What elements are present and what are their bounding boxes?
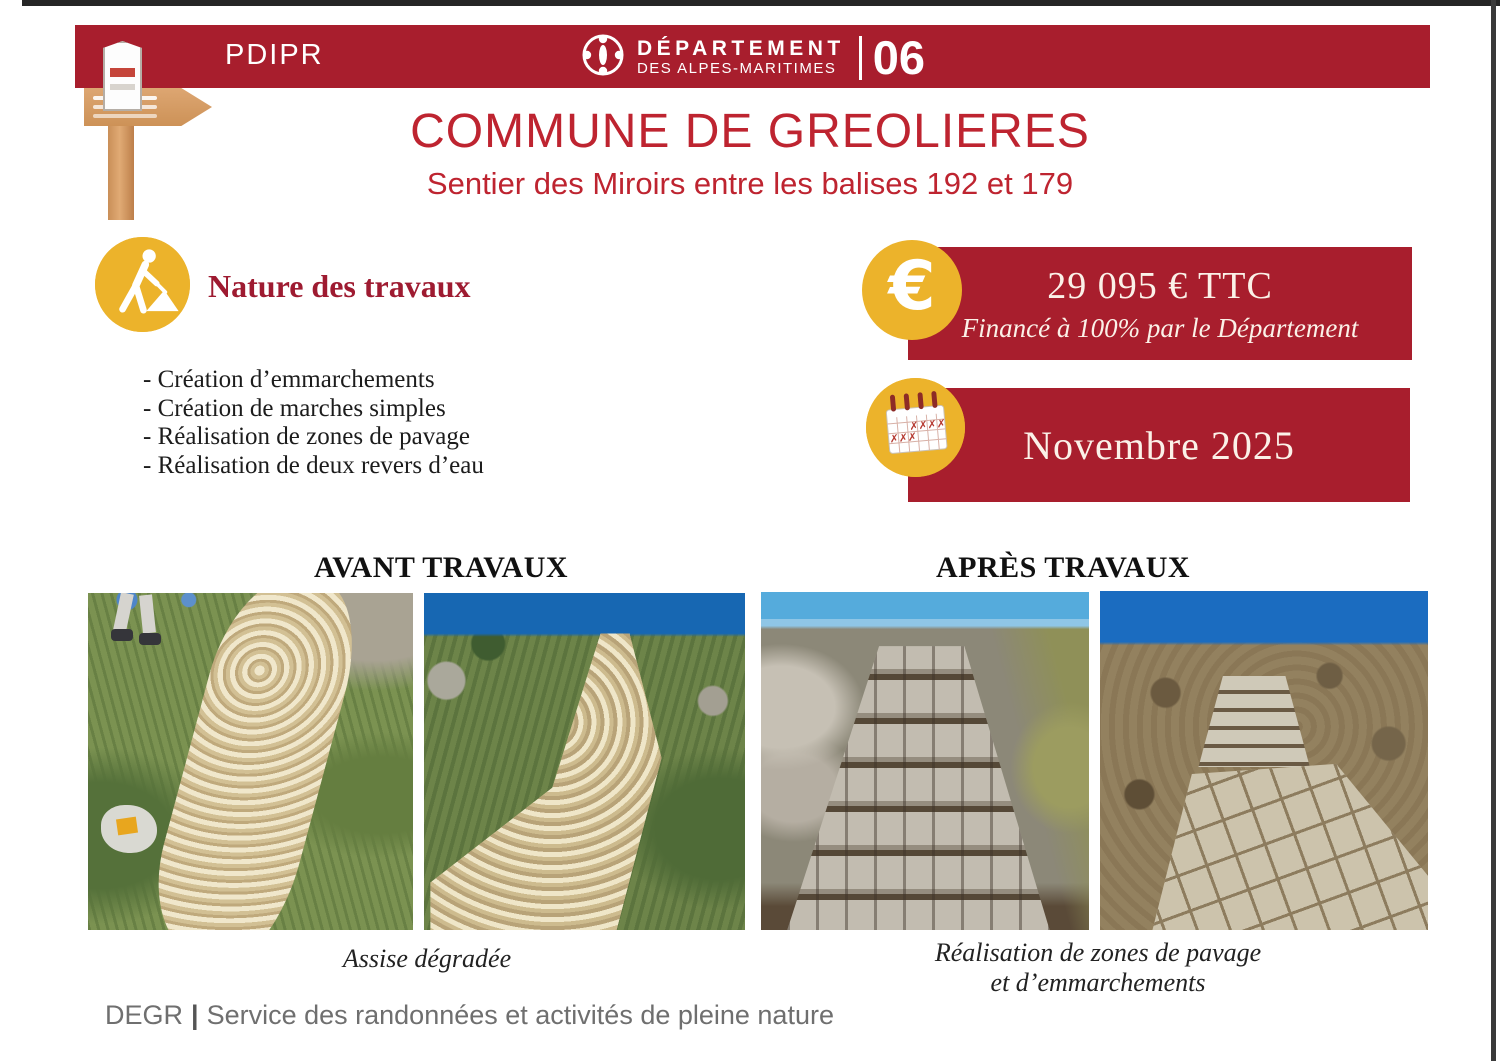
photo-trail-marker-rock: [101, 805, 157, 853]
signpost-balise-plate: [103, 41, 142, 111]
balise-gray-mark: [110, 84, 135, 90]
scan-edge-top: [22, 0, 1500, 6]
department-name-line1: DÉPARTEMENT: [636, 37, 845, 61]
department-name: [637, 38, 845, 77]
photo-trail-surface: [424, 633, 745, 930]
after-caption-line2: et d’emmarchements: [990, 968, 1206, 997]
schedule-date: Novembre 2025: [1023, 422, 1295, 468]
photo-stone-steps: [761, 592, 1089, 930]
calendar-icon: [866, 378, 965, 477]
after-caption-line1: Réalisation de zones de pavage: [934, 938, 1262, 967]
footer-service-line: [105, 1000, 834, 1031]
svg-text:✗✗✗: ✗✗✗: [889, 430, 918, 446]
before-photo-degraded-trail: [88, 593, 413, 930]
funding-note: Financé à 100% par le Département: [961, 313, 1359, 343]
before-photo-rocky-path: [424, 593, 745, 930]
department-crest-icon: [580, 32, 626, 83]
svg-text:✗✗✗✗: ✗✗✗✗: [908, 416, 947, 433]
after-photo-paved-trail: [1100, 591, 1428, 930]
euro-icon: [862, 240, 962, 340]
after-caption: [935, 938, 1261, 998]
page-subtitle: Sentier des Miroirs entre les balises 192 et 179: [426, 166, 1074, 201]
logo-divider: [859, 36, 862, 80]
balise-red-mark: [110, 68, 135, 77]
department-number: 06: [872, 31, 926, 84]
works-heading: Nature des travaux: [208, 268, 471, 304]
before-works-heading: AVANT TRAVAUX: [313, 551, 569, 584]
roadworks-icon: [95, 237, 190, 332]
after-works-heading: APRÈS TRAVAUX: [935, 551, 1191, 584]
photo-shoe: [111, 629, 133, 641]
funding-banner: [908, 247, 1412, 360]
photo-distant-steps: [1198, 676, 1310, 768]
euro-glyph: €: [888, 247, 936, 326]
program-label: PDIPR: [225, 39, 324, 71]
photo-hiker-legs: [111, 593, 170, 654]
schedule-banner: [908, 388, 1410, 502]
before-caption: Assise dégradée: [342, 944, 512, 973]
photo-leg: [113, 593, 134, 632]
works-item: - Réalisation de deux revers d’eau: [143, 451, 484, 479]
works-item: - Réalisation de zones de pavage: [143, 423, 470, 450]
page-title: COMMUNE DE GREOLIERES: [410, 105, 1090, 158]
department-name-line2: DES ALPES-MARITIMES: [636, 59, 837, 77]
header-banner: [75, 25, 1430, 88]
funding-amount: 29 095 € TTC: [1047, 265, 1273, 307]
after-photo-stone-steps: [761, 592, 1089, 930]
works-item: - Création d’emmarchements: [143, 366, 435, 393]
works-item: - Création de marches simples: [143, 394, 446, 422]
department-logo: [75, 32, 1430, 83]
photo-shoe: [139, 633, 161, 645]
footer-service-code: DEGR: [105, 1000, 184, 1030]
works-list: [143, 366, 484, 480]
photo-leg: [139, 594, 156, 633]
photo-trail-surface: [135, 593, 372, 930]
footer-service-name: Service des randonnées et activités de pleine nature: [206, 1000, 834, 1030]
footer-separator: |: [191, 1000, 199, 1030]
scan-edge-right: [1491, 0, 1496, 1061]
